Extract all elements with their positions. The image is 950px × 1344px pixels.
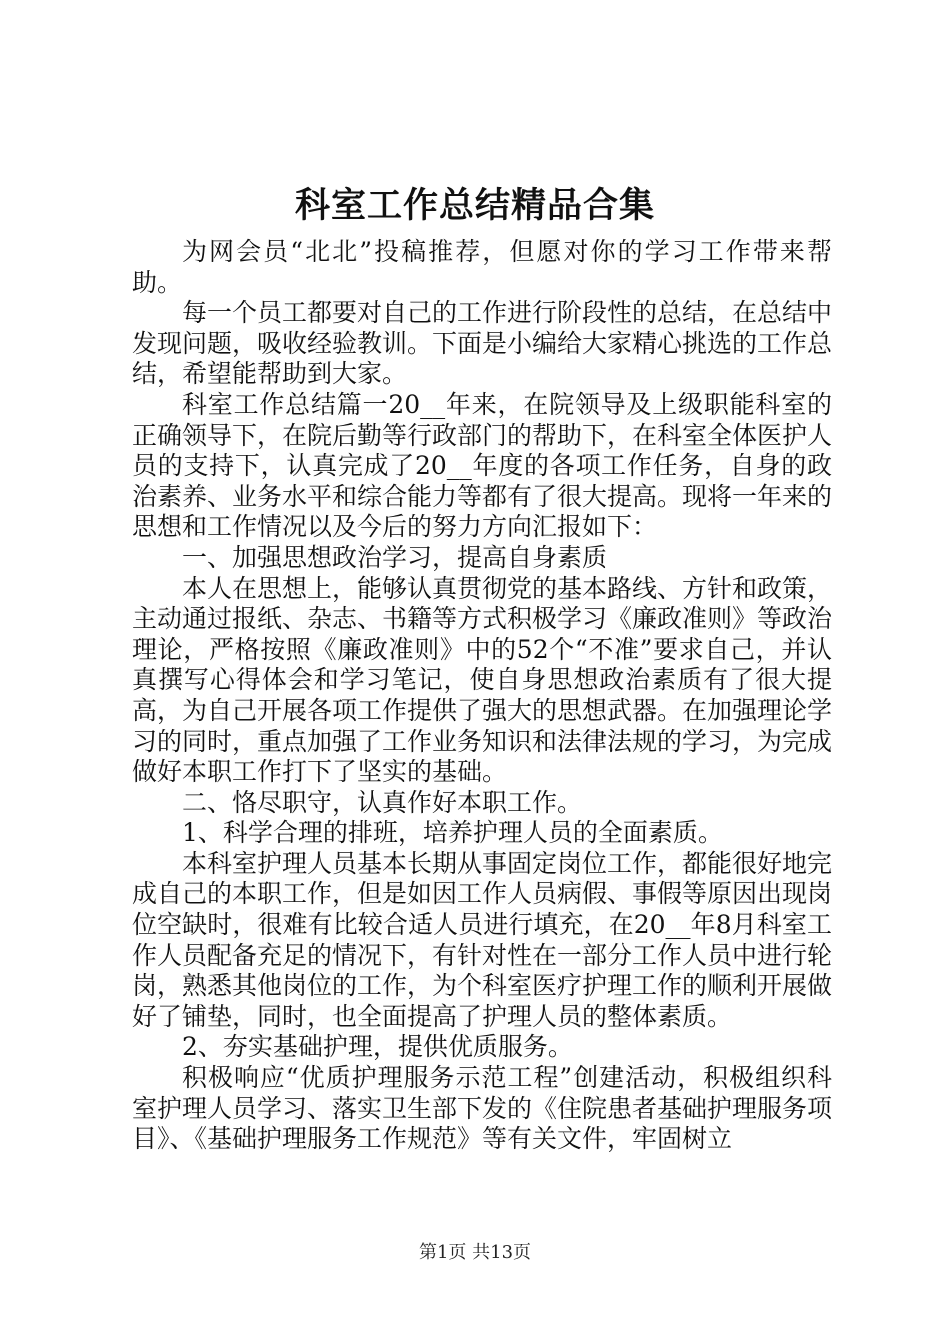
paragraph: 科室工作总结篇一20__年来，在院领导及上级职能科室的正确领导下，在院后勤等行政部门的帮助下，在科室全体医护人员的支持下，认真完成了20__年度的各项工作任务，自身的政治素养、业务水平和综合能力等都有了很大提高。现将一年来的思想和工作情况以及今后的努力方向汇报如下： [132,389,833,542]
subsection-heading: 1、科学合理的排班，培养护理人员的全面素质。 [182,818,723,848]
paragraph: 为网会员“北北”投稿推荐，但愿对你的学习工作带来帮助。 [132,237,832,297]
paragraph: 本人在思想上，能够认真贯彻党的基本路线、方针和政策，主动通过报纸、杂志、书籍等方式积极学习《廉政准则》等政治理论，严格按照《廉政准则》中的52个“不准”要求自己，并认真撰写心得体会和学习笔记，使自身思想政治素质有了很大提高，为自己开展各项工作提供了强大的思想武器。在加强理论学习的同时，重点加强了工作业务知识和法律法规的学习，为完成做好本职工作打下了坚实的基础。 [132,573,833,787]
section-heading: 二、恪尽职守，认真作好本职工作。 [182,787,583,817]
paragraph: 积极响应“优质护理服务示范工程”创建活动，积极组织科室护理人员学习、落实卫生部下发的《住院患者基础护理服务项目》、《基础护理服务工作规范》等有关文件，牢固树立 [132,1063,833,1154]
paragraph: 每一个员工都要对自己的工作进行阶段性的总结，在总结中发现问题，吸收经验教训。下面是小编给大家精心挑选的工作总结，希望能帮助到大家。 [132,298,833,389]
page-number-footer: 第1页 共13页 [418,1242,532,1263]
document-title: 科室工作总结精品合集 [294,185,655,226]
paragraph: 本科室护理人员基本长期从事固定岗位工作，都能很好地完成自己的本职工作，但是如因工作人员病假、事假等原因出现岗位空缺时，很难有比较合适人员进行填充，在20__年8月科室工作人员配备充足的情况下，有针对性在一部分工作人员中进行轮岗，熟悉其他岗位的工作，为个科室医疗护理工作的顺利开展做好了铺垫，同时，也全面提高了护理人员的整体素质。 [132,848,833,1031]
subsection-heading: 2、夯实基础护理，提供优质服务。 [182,1032,573,1062]
section-heading: 一、加强思想政治学习，提高自身素质 [182,542,608,572]
document-body [132,237,832,1155]
